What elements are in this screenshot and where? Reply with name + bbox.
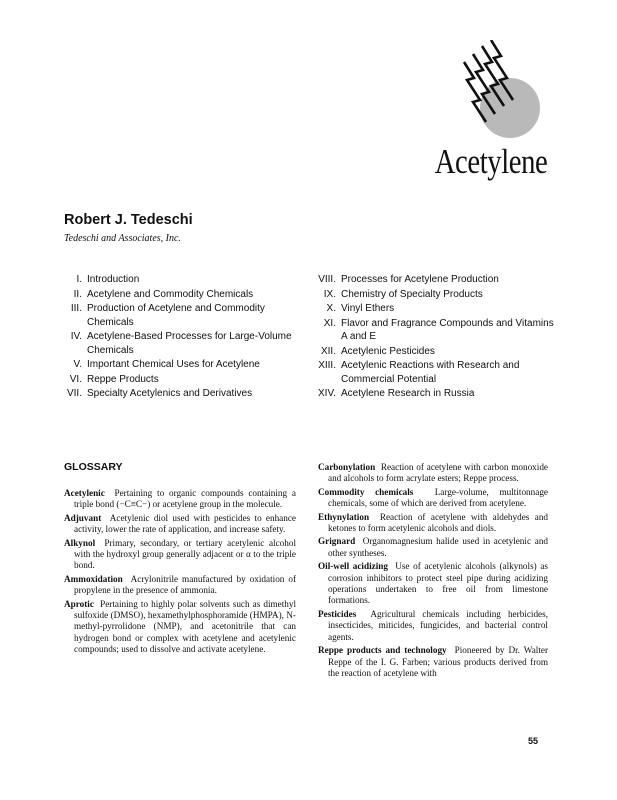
toc-text: Acetylenic Pesticides	[341, 345, 435, 357]
glossary-definition: Pioneered by Dr. Walter Reppe of the I. G. Farben; various products derived from the reaction of acetylene with	[328, 645, 549, 678]
glossary-entry	[318, 645, 548, 679]
toc-number: I.	[76, 274, 82, 285]
glossary-entry	[318, 536, 548, 559]
glossary-entry	[64, 574, 296, 597]
toc-text: Acetylene-Based Processes for Large-Volume Chemicals	[87, 331, 292, 356]
toc-number: VI.	[69, 373, 82, 385]
toc-item[interactable]	[60, 358, 305, 372]
toc-item[interactable]	[312, 273, 562, 287]
toc-text: Acetylene and Commodity Chemicals	[87, 288, 254, 300]
glossary-term: Adjuvant	[64, 512, 102, 523]
glossary-entry	[318, 487, 548, 510]
glossary-entry	[318, 512, 548, 535]
toc-number: XI.	[323, 317, 336, 329]
toc-item[interactable]	[312, 317, 562, 344]
table-of-contents-left	[60, 273, 305, 402]
toc-number: IX.	[323, 288, 336, 300]
toc-number: VII.	[66, 388, 82, 399]
glossary-column-left	[64, 488, 296, 658]
toc-item[interactable]	[60, 288, 305, 302]
toc-number: XIV.	[318, 388, 336, 399]
toc-item[interactable]	[60, 273, 305, 287]
page-number: 55	[528, 736, 539, 746]
glossary-definition: Organomagnesium halide used in acetylenic and other syntheses.	[328, 536, 549, 558]
glossary-column-right	[318, 462, 548, 681]
glossary-term: Commodity chemicals	[318, 486, 414, 497]
chapter-title: Acetylene	[434, 142, 547, 181]
toc-number: XIII.	[318, 360, 336, 371]
glossary-term: Pesticides	[318, 608, 357, 619]
toc-item[interactable]	[312, 345, 562, 359]
glossary-term: Reppe products and technology	[318, 645, 447, 656]
toc-item[interactable]	[60, 373, 305, 387]
glossary-entry	[64, 488, 296, 511]
toc-text: Specialty Acetylenics and Derivatives	[87, 388, 253, 399]
glossary-entry	[64, 538, 296, 572]
toc-number: XII.	[320, 345, 336, 357]
glossary-definition: Primary, secondary, or tertiary acetylenic alcohol with the hydroxyl group generally adjacent or α to the triple bond.	[74, 537, 296, 571]
toc-text: Acetylenic Reactions with Research and Commercial Potential	[341, 360, 520, 385]
toc-number: VIII.	[318, 274, 336, 285]
glossary-entry	[318, 609, 548, 643]
toc-text: Acetylene Research in Russia	[341, 388, 475, 399]
glossary-entry	[64, 599, 296, 656]
toc-item[interactable]	[312, 387, 562, 401]
toc-item[interactable]	[312, 288, 562, 302]
author-affiliation: Tedeschi and Associates, Inc.	[64, 233, 181, 244]
glossary-definition: Pertaining to organic compounds containing a triple bond (−C≡C−) or acetylene group in the molecule.	[74, 488, 297, 510]
toc-number: II.	[73, 288, 82, 300]
glossary-definition: Reaction of acetylene with carbon monoxide and alcohols to form acrylate esters; Reppe process.	[328, 462, 548, 484]
toc-number: III.	[70, 303, 82, 314]
toc-item[interactable]	[312, 302, 562, 316]
logo-circle	[480, 78, 540, 138]
glossary-entry	[318, 462, 548, 485]
toc-text: Important Chemical Uses for Acetylene	[87, 359, 260, 370]
glossary-definition: Acetylenic diol used with pesticides to enhance activity, lower the rate of application, and increase safety.	[74, 512, 296, 535]
toc-text: Flavor and Fragrance Compounds and Vitamins A and E	[341, 317, 554, 342]
glossary-definition: Large-volume, multitonnage chemicals, some of which are derived from acetylene.	[328, 486, 548, 509]
glossary-term: Alkynol	[64, 537, 96, 548]
toc-item[interactable]	[60, 387, 305, 401]
glossary-definition: Agricultural chemicals including herbicides, insecticides, miticides, fungicides, and bacterial control agents.	[328, 608, 549, 642]
glossary-term: Ammoxidation	[64, 573, 123, 584]
glossary-entry	[64, 513, 296, 536]
toc-text: Introduction	[87, 274, 140, 285]
glossary-definition: Pertaining to highly polar solvents such as dimethyl sulfoxide (DMSO), hexamethylphosphoramide (HMPA), N-methyl-pyrrolidone (NMP), and acetonitrile that can hydrogen bond or complex with acetylene and acetylenic compounds; used to dissolve and activate acetylene.	[74, 598, 297, 655]
glossary-definition: Acrylonitrile manufactured by oxidation of propylene in the presence of ammonia.	[74, 573, 296, 596]
glossary-term: Grignard	[318, 536, 356, 547]
toc-text: Reppe Products	[87, 373, 159, 385]
glossary-heading: GLOSSARY	[64, 461, 123, 473]
toc-number: V.	[73, 359, 82, 370]
glossary-term: Ethynylation	[318, 511, 370, 522]
toc-text: Processes for Acetylene Production	[341, 274, 499, 285]
glossary-term: Oil-well acidizing	[318, 561, 388, 572]
toc-item[interactable]	[60, 302, 305, 329]
toc-text: Production of Acetylene and Commodity Chemicals	[87, 303, 265, 328]
glossary-definition: Reaction of acetylene with aldehydes and ketones to form acetylenic alcohols and diols.	[328, 511, 549, 534]
lightning-bolts-circle-icon	[452, 40, 556, 148]
toc-text: Vinyl Ethers	[341, 303, 395, 314]
toc-item[interactable]	[60, 330, 305, 357]
glossary-term: Carbonylation	[318, 462, 376, 472]
glossary-entry	[318, 561, 548, 607]
author-name: Robert J. Tedeschi	[64, 212, 193, 228]
glossary-term: Aprotic	[64, 598, 94, 609]
toc-number: IV.	[70, 331, 82, 342]
table-of-contents-right	[312, 273, 562, 402]
glossary-definition: Use of acetylenic alcohols (alkynols) as corrosion inhibitors to protect steel pipe during acidizing operations undertaken to free oil from limestone formations.	[328, 561, 548, 606]
glossary-term: Acetylenic	[64, 488, 105, 498]
toc-item[interactable]	[312, 359, 562, 386]
toc-number: X.	[326, 303, 336, 314]
toc-text: Chemistry of Specialty Products	[341, 288, 483, 300]
